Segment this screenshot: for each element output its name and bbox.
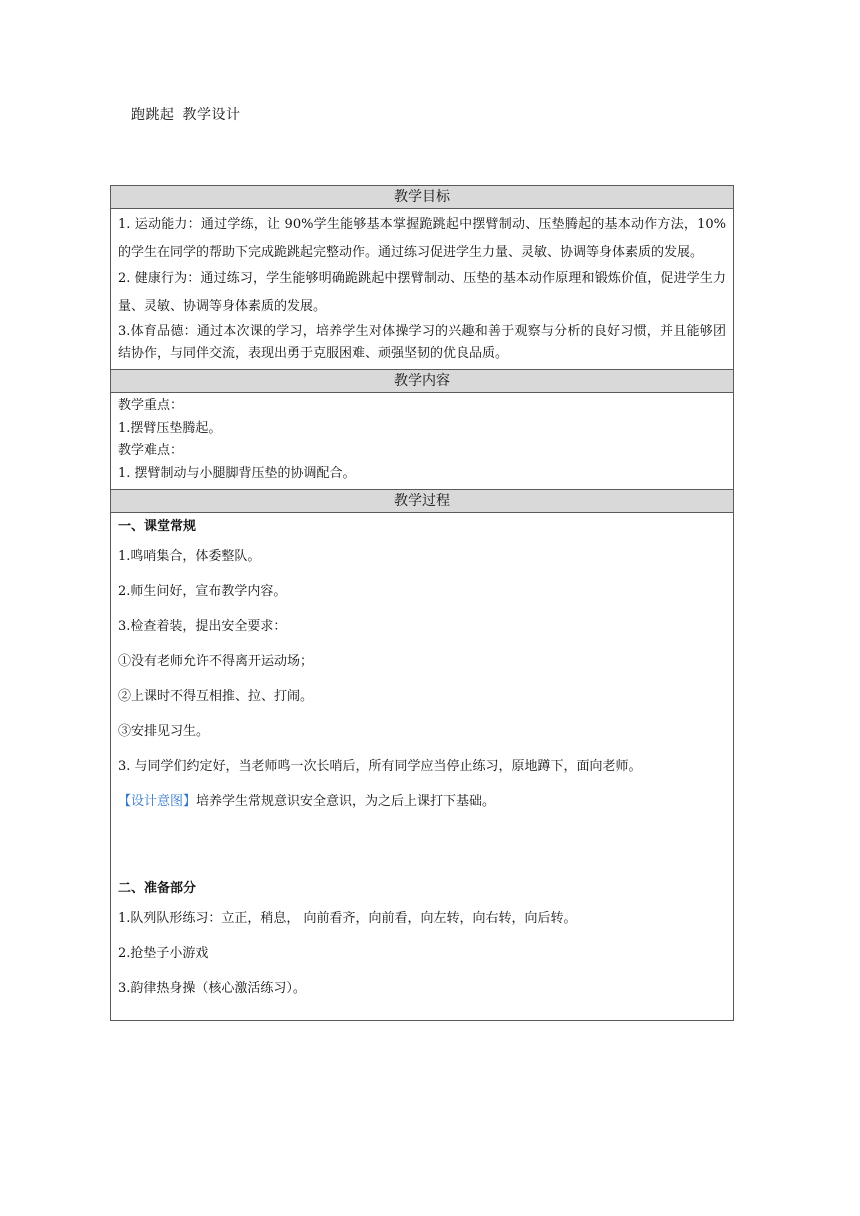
blank-spacer [118, 825, 726, 877]
routine-line-6: ③安排见习生。 [118, 724, 210, 739]
objectives-body [111, 209, 733, 369]
section-prep-heading: 二、准备部分 [118, 881, 197, 896]
objective-1-label: 运动能力： [134, 217, 201, 232]
design-intent [118, 790, 726, 814]
document-title-sub: 教学设计 [182, 107, 241, 123]
objective-2-num: 2. [118, 271, 131, 286]
objective-3-label: 体育品德： [130, 324, 197, 339]
key-points-label: 教学重点： [118, 398, 184, 413]
objective-2-text: 通过练习，学生能够明确跪跳起中摆臂制动、压垫的基本动作原理和锻炼价值，促进学生力量、灵敏、协调等身体素质的发展。 [118, 271, 726, 314]
objective-paragraph-3 [118, 319, 726, 365]
objective-1-text: 通过学练，让 90%学生能够基本掌握跪跳起中摆臂制动、压垫腾起的基本动作方法，10%的学生在同学的帮助下完成跪跳起完整动作。通过练习促进学生力量、灵敏、协调等身体素质的发展。 [118, 217, 726, 260]
difficulty-label: 教学难点： [118, 443, 184, 458]
routine-line-3: 3.检查着装，提出安全要求： [118, 619, 287, 634]
objective-1-num: 1. [118, 217, 131, 232]
routine-line-5: ②上课时不得互相推、拉、打闹。 [118, 689, 314, 704]
prep-line-2: 2.抢垫子小游戏 [118, 946, 209, 961]
content-header: 教学内容 [111, 369, 733, 393]
prep-line-3: 3.韵律热身操（核心激活练习）。 [118, 981, 306, 996]
objective-paragraph-1 [118, 211, 726, 267]
objective-3-num: 3. [118, 324, 131, 339]
process-body [111, 513, 733, 1020]
routine-line-7: 3. 与同学们约定好，当老师鸣一次长哨后，所有同学应当停止练习，原地蹲下，面向老师。 [118, 759, 642, 774]
objective-paragraph-2 [118, 265, 726, 321]
content-body [111, 393, 733, 489]
objective-3-text: 通过本次课的学习，培养学生对体操学习的兴趣和善于观察与分析的良好习惯，并且能够团结协作，与同伴交流，表现出勇于克服困难、顽强坚韧的优良品质。 [118, 324, 726, 361]
routine-line-1: 1.鸣哨集合，体委整队。 [118, 549, 261, 564]
objectives-header: 教学目标 [111, 186, 733, 209]
difficulty-item: 1. 摆臂制动与小腿脚背压垫的协调配合。 [118, 465, 356, 481]
key-points-item: 1.摆臂压垫腾起。 [118, 420, 222, 436]
routine-line-4: ①没有老师允许不得离开运动场； [118, 654, 314, 669]
prep-line-1: 1.队列队形练习：立正，稍息， 向前看齐，向前看，向左转，向右转，向后转。 [118, 911, 577, 926]
document-title-main: 跑跳起 [131, 107, 175, 123]
process-header: 教学过程 [111, 489, 733, 513]
lesson-plan-table [110, 185, 734, 1021]
design-intent-tag: 【设计意图】 [118, 794, 197, 809]
design-intent-text: 培养学生常规意识安全意识，为之后上课打下基础。 [196, 794, 496, 809]
routine-line-2: 2.师生问好，宣布教学内容。 [118, 584, 287, 599]
section-routine-heading: 一、课堂常规 [118, 519, 197, 534]
document-title [131, 104, 241, 124]
objective-2-label: 健康行为： [134, 271, 201, 286]
